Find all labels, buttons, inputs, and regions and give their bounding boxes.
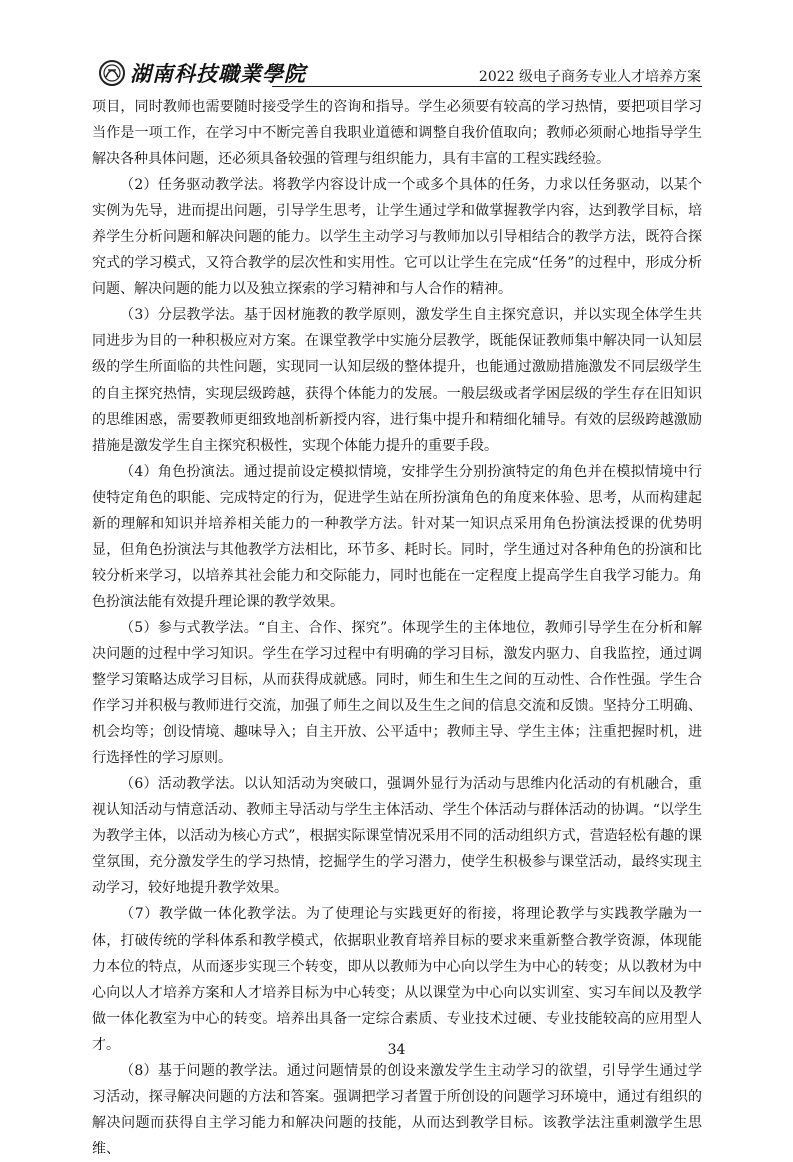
paragraph: （8）基于问题的教学法。通过问题情景的创设来激发学生主动学习的欲望，引导学生通过学习活动，探寻解决问题的方法和答案。强调把学习者置于所创设的问题学习环境中，通过有组织的解决问题而获得自主学习能力和解决问题的技能，从而达到教学目标。该教学法注重刺激学生思维、 <box>92 1062 702 1157</box>
paragraph: （5）参与式教学法。“自主、合作、探究”。体现学生的主体地位，教师引导学生在分析和解决问题的过程中学习知识。学生在学习过程中有明确的学习目标，激发内驱力、自我监控，通过调整学习策略达成学习目标，从而获得成就感。同时，师生和生生之间的互动性、合作性强。学生合作学习并积极与教师进行交流，加强了师生之间以及生生之间的信息交流和反馈。坚持分工明确、机会均等；创设情境、趣味导入；自主开放、公平适中；教师主导、学生主体；注重把握时机，进行选择性的学习原则。 <box>92 619 702 767</box>
header-divider <box>272 86 702 87</box>
body-text <box>92 94 702 1162</box>
svg-text:湖南科技職業學院: 湖南科技職業學院 <box>130 61 306 86</box>
paragraph: （4）角色扮演法。通过提前设定模拟情境，安排学生分别扮演特定的角色并在模拟情境中行使特定角色的职能、完成特定的行为，促进学生站在所扮演角色的角度来体验、思考，从而构建起新的理解和知识并培养相关能力的一种教学方法。针对某一知识点采用角色扮演法授课的优势明显，但角色扮演法与其他教学方法相比，环节多、耗时长。同时，学生通过对各种角色的扮演和比较分析来学习，以培养其社会能力和交际能力，同时也能在一定程度上提高学生自我学习能力。角色扮演法能有效提升理论课的教学效果。 <box>92 463 702 610</box>
paragraph: 项目，同时教师也需要随时接受学生的咨询和指导。学生必须要有较高的学习热情，要把项目学习当作是一项工作，在学习中不断完善自我职业道德和调整自我价值取向；教师必须耐心地指导学生解决各种具体问题，还必须具备较强的管理与组织能力，具有丰富的工程实践经验。 <box>92 99 702 168</box>
paragraph: （7）教学做一体化教学法。为了使理论与实践更好的衔接，将理论教学与实践教学融为一体，打破传统的学科体系和教学模式，依据职业教育培养目标的要求来重新整合教学资源，体现能力本位的特点，从而逐步实现三个转变，即从以教师为中心向以学生为中心的转变；从以教材为中心向以人才培养方案和人才培养目标为中心转变；从以课堂为中心向以实训室、实习车间以及教学做一体化教室为中心的转变。培养出具备一定综合素质、专业技术过硬、专业技能较高的应用型人才。 <box>92 906 702 1053</box>
page-number: 34 <box>387 1042 406 1058</box>
college-logo <box>98 58 306 88</box>
paragraph: （6）活动教学法。以认知活动为突破口，强调外显行为活动与思维内化活动的有机融合，重视认知活动与情意活动、教师主导活动与学生主体活动、学生个体活动与群体活动的协调。“以学生为教学主体，以活动为核心方式”，根据实际课堂情况采用不同的活动组织方式，营造轻松有趣的课堂氛围，充分激发学生的学习热情，挖掘学生的学习潜力，使学生积极参与课堂活动，最终实现主动学习，较好地提升教学效果。 <box>92 776 702 897</box>
paragraph: （3）分层教学法。基于因材施教的教学原则，激发学生自主探究意识，并以实现全体学生共同进步为目的一种积极应对方案。在课堂教学中实施分层教学，既能保证教师集中解决同一认知层级的学生所面临的共性问题，实现同一认知层级的整体提升，也能通过激励措施激发不同层级学生的自主探究热情，实现层级跨越，获得个体能力的发展。一般层级或者学困层级的学生存在旧知识的思维困惑，需要教师更细致地剖析新授内容，进行集中提升和精细化辅导。有效的层级跨越激励措施是激发学生自主探究积极性，实现个体能力提升的重要手段。 <box>92 307 702 454</box>
page-header <box>0 0 793 90</box>
header-title: 2022 级电子商务专业人才培养方案 <box>478 69 701 85</box>
paragraph: （2）任务驱动教学法。将教学内容设计成一个或多个具体的任务，力求以任务驱动，以某个实例为先导，进而提出问题，引导学生思考，让学生通过学和做掌握教学内容，达到教学目标，培养学生分析问题和解决问题的能力。以学生主动学习与教师加以引导相结合的教学方法，既符合探究式的学习模式，又符合教学的层次性和实用性。它可以让学生在完成“任务”的过程中，形成分析问题、解决问题的能力以及独立探索的学习精神和与人合作的精神。 <box>92 177 702 298</box>
